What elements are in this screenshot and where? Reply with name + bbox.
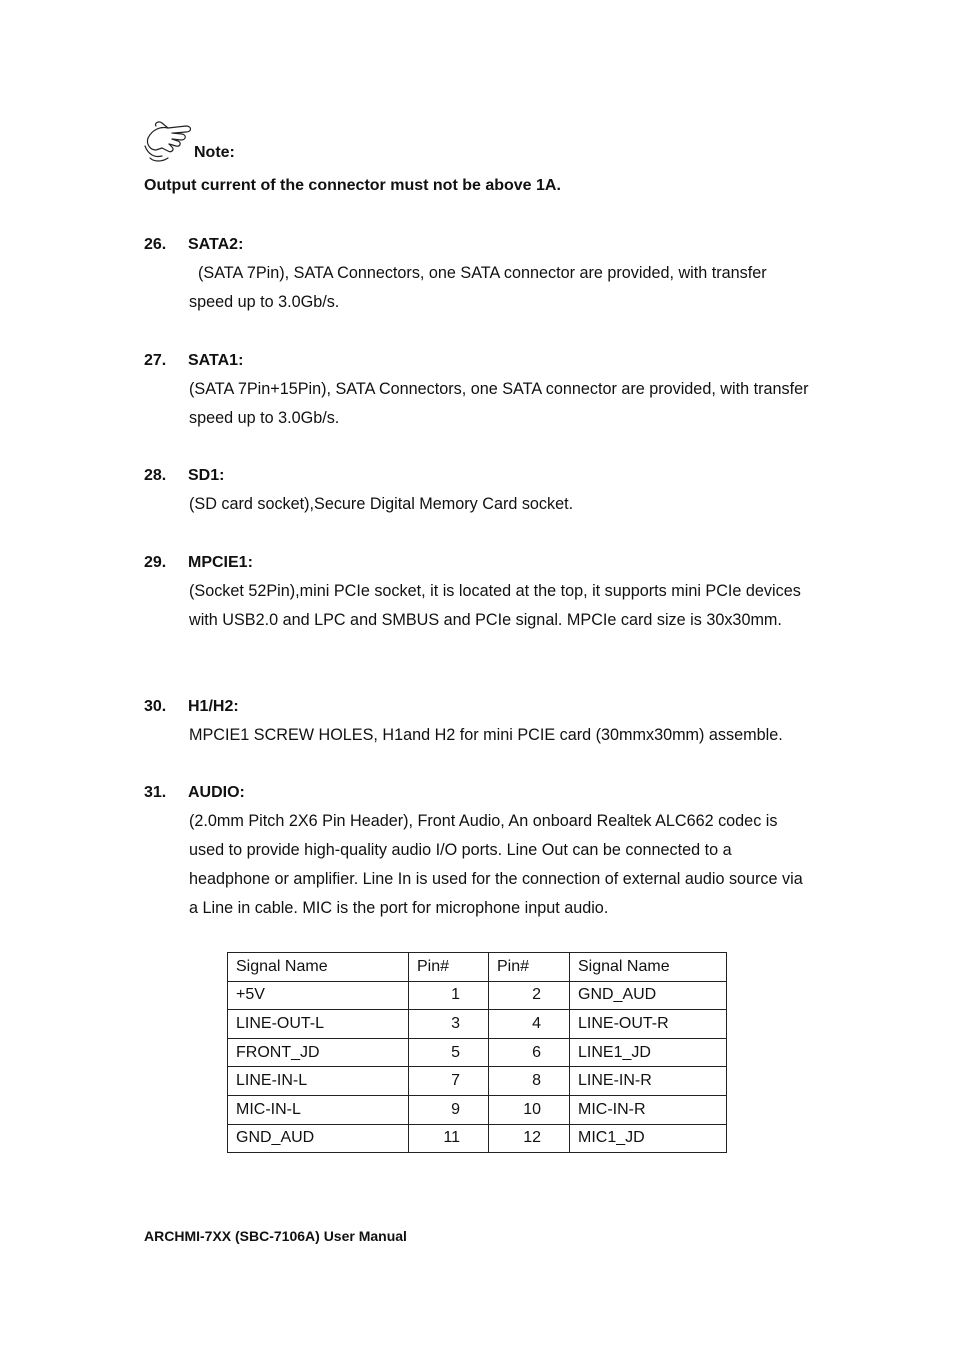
- section-number: 28.: [144, 467, 167, 484]
- section-title: MPCIE1:: [188, 554, 253, 571]
- table-cell: 6: [489, 1038, 570, 1067]
- table-cell: 5: [409, 1038, 489, 1067]
- table-cell: GND_AUD: [228, 1124, 409, 1153]
- section-title: H1/H2:: [188, 698, 239, 715]
- table-cell: 9: [409, 1095, 489, 1124]
- note-text: Output current of the connector must not be above 1A.: [144, 177, 561, 194]
- section-mpcie1: [144, 548, 814, 635]
- table-cell: MIC-IN-R: [570, 1095, 727, 1124]
- table-cell: 4: [489, 1010, 570, 1039]
- section-body: (SD card socket),Secure Digital Memory Card socket.: [189, 495, 574, 513]
- section-number: 31.: [144, 784, 167, 801]
- table-cell: 11: [409, 1124, 489, 1153]
- section-number: 26.: [144, 236, 167, 253]
- section-number: 29.: [144, 554, 167, 571]
- section-h1-h2: [144, 692, 814, 750]
- section-body: (SATA 7Pin), SATA Connectors, one SATA connector are provided, with transfer speed up to 3.0Gb/s.: [189, 264, 772, 311]
- table-row: [228, 1038, 727, 1067]
- section-body: (Socket 52Pin),mini PCIe socket, it is located at the top, it supports mini PCIe devices with USB2.0 and LPC and SMBUS and PCIe signal. MPCIe card size is 30x30mm.: [189, 582, 801, 629]
- table-cell: LINE-OUT-L: [228, 1010, 409, 1039]
- section-title: SATA1:: [188, 352, 244, 369]
- header-cell: Pin#: [409, 953, 489, 982]
- table-cell: MIC-IN-L: [228, 1095, 409, 1124]
- pointing-hand-icon: [142, 120, 194, 164]
- table-cell: 1: [409, 981, 489, 1010]
- table-cell: LINE-IN-L: [228, 1067, 409, 1096]
- table-row: [228, 1067, 727, 1096]
- section-title: AUDIO:: [188, 784, 245, 801]
- section-heading: [144, 692, 814, 721]
- table-cell: LINE-OUT-R: [570, 1010, 727, 1039]
- table-cell: 2: [489, 981, 570, 1010]
- section-number: 27.: [144, 352, 167, 369]
- section-sata1: [144, 346, 814, 433]
- table-cell: FRONT_JD: [228, 1038, 409, 1067]
- table-cell: 10: [489, 1095, 570, 1124]
- table-row: [228, 981, 727, 1010]
- table-cell: MIC1_JD: [570, 1124, 727, 1153]
- table-cell: +5V: [228, 981, 409, 1010]
- section-sata2: [144, 230, 814, 317]
- section-heading: [144, 346, 814, 375]
- section-heading: [144, 548, 814, 577]
- table-cell: 3: [409, 1010, 489, 1039]
- section-sd1: [144, 461, 814, 519]
- table-header-row: [228, 953, 727, 982]
- table-row: [228, 1010, 727, 1039]
- table-cell: 7: [409, 1067, 489, 1096]
- table-cell: LINE-IN-R: [570, 1067, 727, 1096]
- section-body: (SATA 7Pin+15Pin), SATA Connectors, one SATA connector are provided, with transfer speed up to 3.0Gb/s.: [189, 380, 809, 427]
- section-body: MPCIE1 SCREW HOLES, H1and H2 for mini PCIE card (30mmx30mm) assemble.: [189, 726, 783, 744]
- table-cell: LINE1_JD: [570, 1038, 727, 1067]
- section-title: SATA2:: [188, 236, 244, 253]
- section-heading: [144, 461, 814, 490]
- table-cell: 12: [489, 1124, 570, 1153]
- section-heading: [144, 778, 814, 807]
- page-footer: ARCHMI-7XX (SBC-7106A) User Manual: [144, 1228, 407, 1244]
- table-row: [228, 1095, 727, 1124]
- table-cell: GND_AUD: [570, 981, 727, 1010]
- section-title: SD1:: [188, 467, 225, 484]
- table-cell: 8: [489, 1067, 570, 1096]
- table-row: [228, 1124, 727, 1153]
- header-cell: Signal Name: [228, 953, 409, 982]
- section-heading: [144, 230, 814, 259]
- header-cell: Signal Name: [570, 953, 727, 982]
- section-audio: [144, 778, 814, 923]
- note-label: Note:: [194, 144, 235, 161]
- section-number: 30.: [144, 698, 167, 715]
- section-body: (2.0mm Pitch 2X6 Pin Header), Front Audio, An onboard Realtek ALC662 codec is used to provide high-quality audio I/O ports. Line Out can be connected to a headphone or amplifier. Line In is used for the connection of external audio source via a Line in cable. MIC is the port for microphone input audio.: [189, 812, 803, 917]
- header-cell: Pin#: [489, 953, 570, 982]
- audio-pin-table: [227, 952, 727, 1153]
